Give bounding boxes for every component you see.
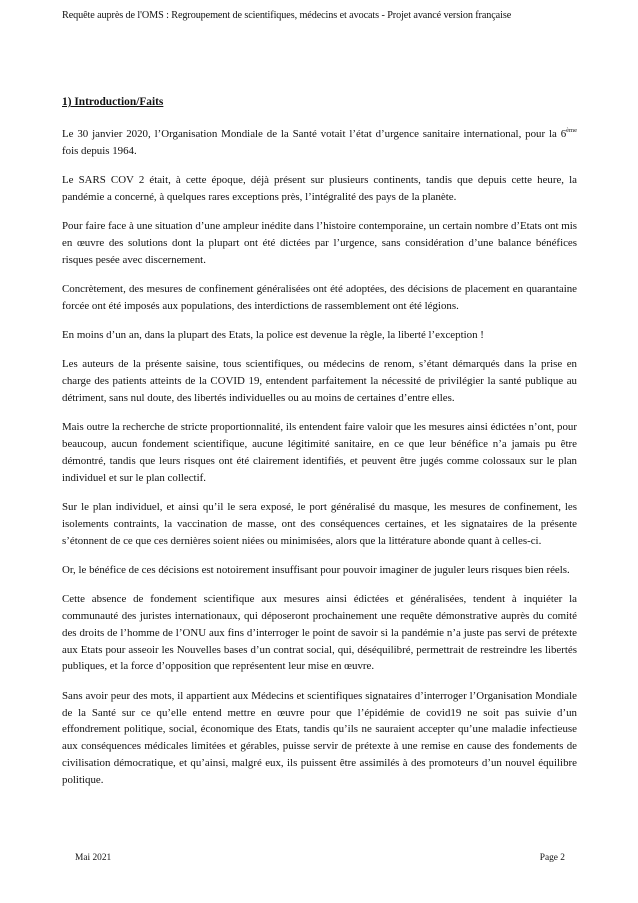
section-heading: 1) Introduction/Faits	[62, 96, 164, 108]
paragraph-10: Cette absence de fondement scientifique aux mesures ainsi édictées et généralisées, tendent à inquiéter la communauté des juristes internationaux, qui déposeront prochainement une requête démonstrative auprès du comité des droits de l’homme de l’ONU aux fins d’interroger le point de savoir si la pandémie n’a juste pas servi de prétexte aux Etats pour asseoir les Nouvelles bases d’un contrat social, qui, déséquilibré, permettrait de restreindre les libertés publiques, et la force d’opposition que représentent leur mise en œuvre.	[62, 593, 577, 673]
running-header: Requête auprès de l'OMS : Regroupement de scientifiques, médecins et avocats - Projet avancé version française	[62, 10, 512, 21]
paragraph-2: Le SARS COV 2 était, à cette époque, déjà présent sur plusieurs continents, tandis que depuis cette heure, la pandémie a concerné, à quelques rares exceptions près, l’intégralité des pays de la planète.	[62, 174, 577, 203]
ordinal-superscript: ème	[566, 127, 577, 134]
page-number: Page 2	[539, 853, 565, 863]
paragraph-1	[62, 126, 577, 160]
paragraph-1-text-end: fois depuis 1964.	[62, 144, 137, 157]
document-body	[62, 95, 577, 801]
footer-date: Mai 2021	[75, 853, 112, 863]
paragraph-1-text-start: Le 30 janvier 2020, l’Organisation Mondiale de la Santé votait l’état d’urgence sanitaire international, pour la 6	[62, 128, 567, 140]
page-footer	[75, 852, 565, 864]
paragraph-3: Pour faire face à une situation d’une ampleur inédite dans l’histoire contemporaine, un certain nombre d’Etats ont mis en œuvre des solutions dont la plupart ont été dictées par l’urgence, sans considération d’une balance bénéfices risques pesée avec discernement.	[62, 220, 577, 266]
paragraph-7: Mais outre la recherche de stricte proportionnalité, ils entendent faire valoir que les mesures ainsi édictées n’ont, pour beaucoup, aucun fondement scientifique, aucune légitimité sanitaire, en ce que leur bénéfice n’a jamais pu être démontré, tandis que leurs risques ont été clairement identifiés, et peuvent être jugés comme colossaux sur le plan individuel et sur le plan collectif.	[62, 421, 577, 484]
paragraph-8: Sur le plan individuel, et ainsi qu’il le sera exposé, le port généralisé du masque, les mesures de confinement, les isolements contraints, la vaccination de masse, ont des conséquences certaines, et les signataires de la présente s’étonnent de ce que ces dernières soient niées ou minimisées, alors que la littérature abonde quant à celles-ci.	[62, 501, 577, 547]
paragraph-11: Sans avoir peur des mots, il appartient aux Médecins et scientifiques signataires d’interroger l’Organisation Mondiale de la Santé sur ce qu’elle entend mettre en œuvre pour que l’épidémie de covid19 ne soit pas suivie d’un effondrement politique, social, économique des Etats, tandis qu’ils ne sauraient accepter qu’une maladie infectieuse aux conséquences médicales limitées et gérables, puisse servir de prétexte à une remise en cause des fondements de civilisation démocratique, et qu’ainsi, malgré eux, ils puissent être assimilés à des promoteurs d’un nouvel équilibre politique.	[62, 689, 577, 786]
paragraph-5: En moins d’un an, dans la plupart des Etats, la police est devenue la règle, la liberté l’exception !	[62, 329, 484, 342]
paragraph-6: Les auteurs de la présente saisine, tous scientifiques, ou médecins de renom, s’étant démarqués dans la prise en charge des patients atteints de la COVID 19, entendent parfaitement la nécessité de privilégier la santé publique au détriment, sans nul doute, des libertés individuelles ou au moins de certaines d’entre elles.	[62, 358, 577, 405]
paragraph-9: Or, le bénéfice de ces décisions est notoirement insuffisant pour pouvoir imaginer de juguler leurs risques bien réels.	[62, 563, 570, 576]
paragraph-4: Concrètement, des mesures de confinement généralisées ont été adoptées, des décisions de placement en quarantaine forcée ont été imposés aux populations, des interdictions de rassemblement ont été légions.	[62, 283, 577, 312]
